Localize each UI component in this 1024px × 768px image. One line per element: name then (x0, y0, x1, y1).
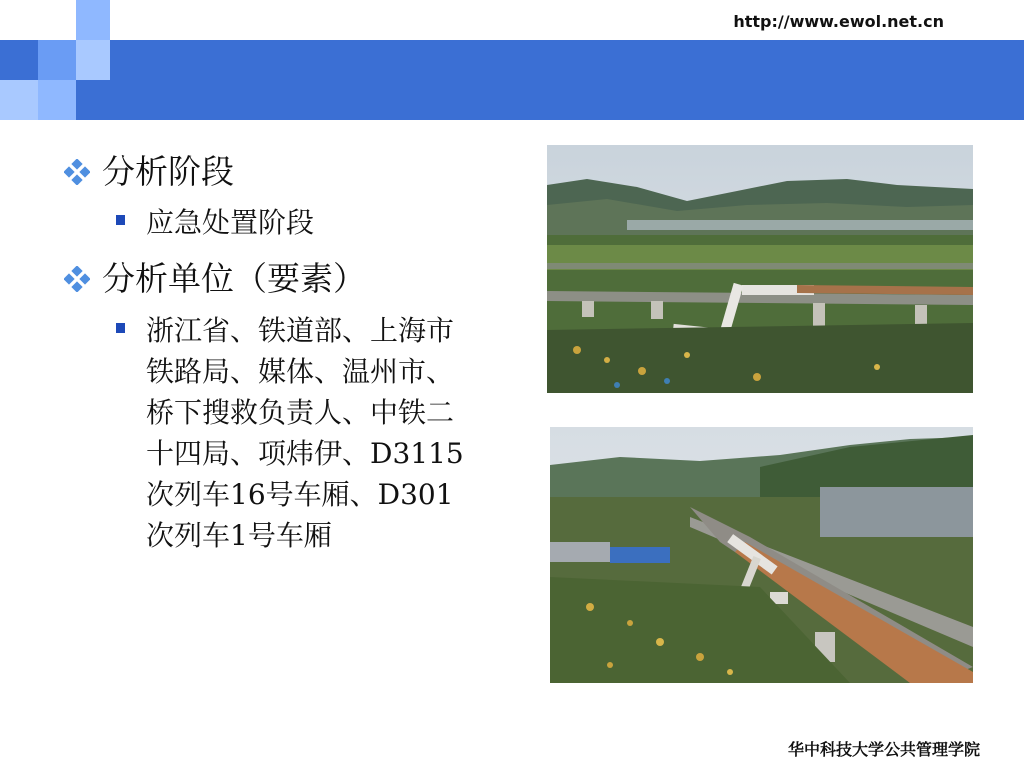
sub-bullet-stakeholders-label: 浙江省、铁道部、上海市铁路局、媒体、温州市、桥下搜救负责人、中铁二十四局、项炜伊、D3115次列车16号车厢、D301次列车1号车厢 (146, 314, 464, 552)
bullet-analysis-unit (64, 257, 366, 303)
sub-bullet-emergency-stage-label: 应急处置阶段 (146, 206, 315, 239)
header-square-1 (76, 0, 110, 40)
accident-photo-1 (547, 145, 973, 393)
header-square-3 (76, 40, 110, 80)
bullet-analysis-stage-label: 分析阶段 (102, 152, 234, 191)
diamond-bullet-icon (64, 259, 102, 303)
footer-institution: 华中科技大学公共管理学院 (787, 740, 980, 759)
header-url: http://www.ewol.net.cn (733, 12, 944, 31)
sub-bullet-emergency-stage (116, 202, 476, 243)
header-square-4 (0, 80, 38, 120)
sub-bullet-stakeholders (116, 310, 476, 556)
header-square-2 (38, 40, 76, 80)
header-square-5 (38, 80, 76, 120)
bullet-analysis-unit-label: 分析单位（要素） (102, 259, 366, 298)
accident-photo-2 (550, 427, 973, 683)
square-bullet-icon (116, 215, 125, 225)
bullet-analysis-stage (64, 150, 234, 196)
header-band (0, 40, 1024, 120)
diamond-bullet-icon (64, 152, 102, 196)
square-bullet-icon (116, 323, 125, 333)
